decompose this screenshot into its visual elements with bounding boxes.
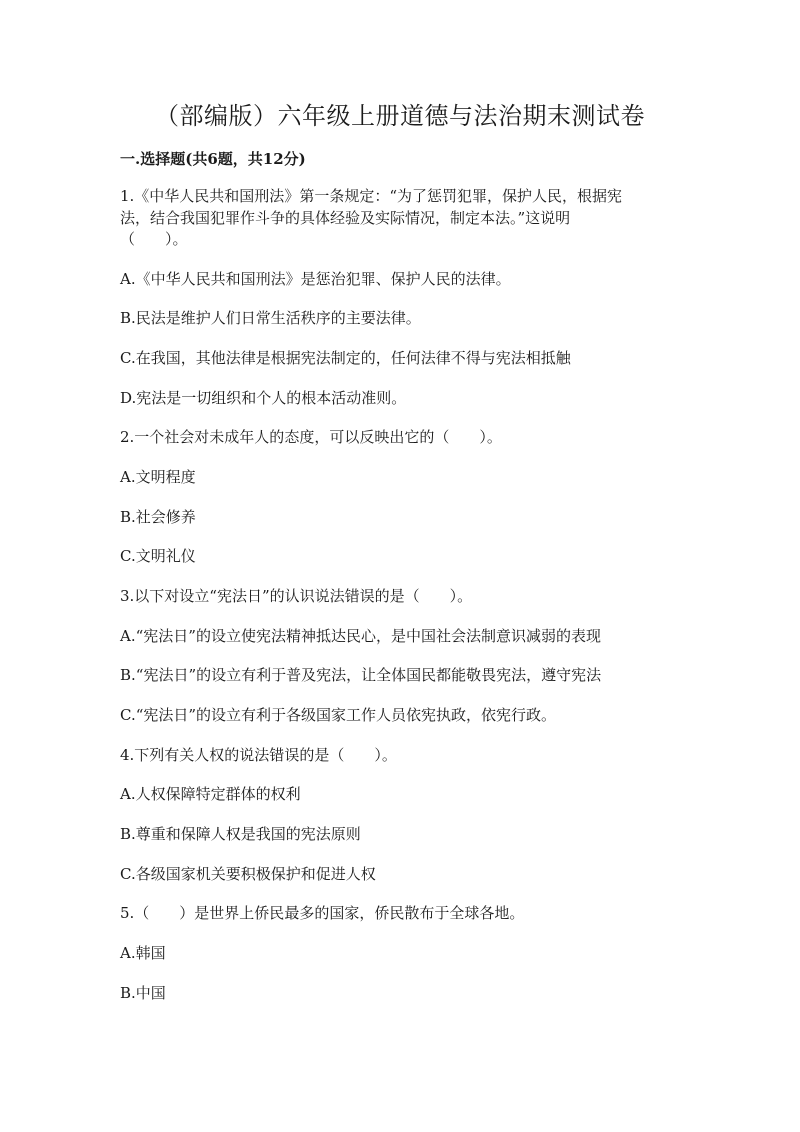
question-4-option-b: B.尊重和保障人权是我国的宪法原则: [120, 825, 361, 843]
question-4-option-a: A.人权保障特定群体的权利: [120, 785, 301, 803]
exam-title: （部编版）六年级上册道德与法治期末测试卷: [155, 102, 645, 130]
question-3-option-c: C.“宪法日”的设立有利于各级国家工作人员依宪执政，依宪行政。: [120, 706, 557, 724]
question-5-option-a: A.韩国: [120, 944, 166, 962]
question-3-stem: 3.以下对设立“宪法日”的认识说法错误的是（ ）。: [120, 587, 473, 605]
question-1-stem-line: （ ）。: [120, 230, 188, 248]
question-3-option-a: A.“宪法日”的设立使宪法精神抵达民心，是中国社会法制意识减弱的表现: [120, 627, 601, 645]
question-5-stem: 5.（ ）是世界上侨民最多的国家，侨民散布于全球各地。: [120, 904, 525, 922]
question-1-option-d: D.宪法是一切组织和个人的根本活动准则。: [120, 389, 407, 407]
question-1-option-c: C.在我国，其他法律是根据宪法制定的，任何法律不得与宪法相抵触: [120, 349, 571, 367]
section-heading: 一.选择题(共6题，共12分): [120, 150, 306, 168]
question-5-option-b: B.中国: [120, 984, 166, 1002]
question-4-option-c: C.各级国家机关要积极保护和促进人权: [120, 865, 376, 883]
question-1-option-b: B.民法是维护人们日常生活秩序的主要法律。: [120, 309, 421, 327]
question-4-stem: 4.下列有关人权的说法错误的是（ ）。: [120, 746, 397, 764]
question-1-stem-line: 1.《中华人民共和国刑法》第一条规定：“为了惩罚犯罪，保护人民，根据宪: [120, 187, 622, 205]
question-2-option-a: A.文明程度: [120, 468, 196, 486]
question-2-option-b: B.社会修养: [120, 508, 196, 526]
question-3-option-b: B.“宪法日”的设立有利于普及宪法，让全体国民都能敬畏宪法，遵守宪法: [120, 666, 602, 684]
question-2-stem: 2.一个社会对未成年人的态度，可以反映出它的（ ）。: [120, 428, 502, 446]
question-1-stem: [120, 186, 680, 251]
question-1-option-a: A.《中华人民共和国刑法》是惩治犯罪、保护人民的法律。: [120, 270, 511, 288]
question-1-stem-line: 法，结合我国犯罪作斗争的具体经验及实际情况，制定本法。”这说明: [120, 208, 571, 227]
question-2-option-c: C.文明礼仪: [120, 547, 196, 565]
